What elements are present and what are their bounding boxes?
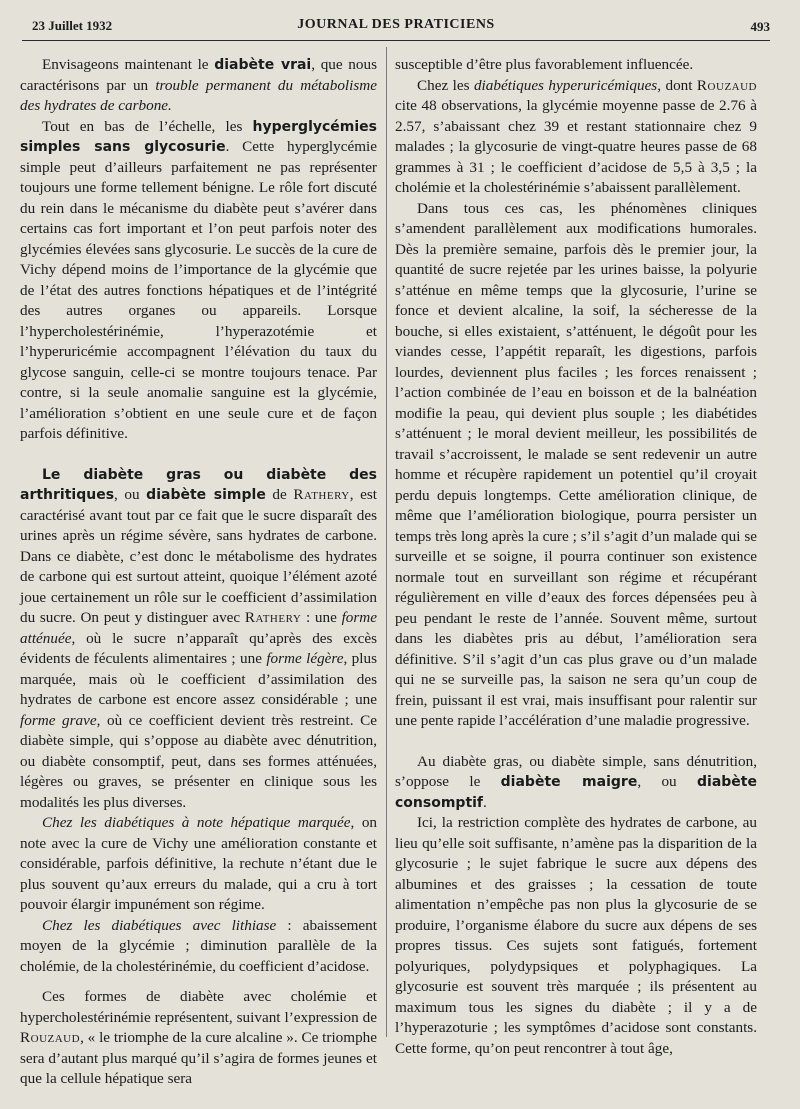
paragraph-continuation: susceptible d’être plus favorablement influencée. xyxy=(395,56,694,73)
header-journal-title: JOURNAL DES PRATICIENS xyxy=(297,17,495,32)
left-column xyxy=(20,55,377,1090)
author-name: Rathery xyxy=(244,609,302,626)
column-divider xyxy=(386,47,387,1037)
paragraph-diabete-vrai: Envisageons maintenant le diabète vrai, que nous caractérisons par un trouble permanent du métabolisme des hydrates de carbone. xyxy=(20,56,377,114)
term-diabete-vrai: diabète vrai xyxy=(214,57,312,73)
author-name: Rouzaud xyxy=(696,76,757,94)
term-diabete-consomptif: diabète consomptif xyxy=(395,774,757,811)
paragraph-diabete-gras: Le diabète gras ou diabète des arthritiques, ou diabète simple de Rathery, est caractérisé avant tout par ce fait que le sucre disparaît des urines après un régime sévère, sans hydrates de carbone. Dans ce diabète, c’est donc le métabolisme des hydrates de carbone qui est surtout atteint, quoique l’élément azoté joue certainement un rôle sur le coefficient d’assimilation du sucre. On peut y distinguer avec Rathery : une forme atténuée, où le sucre n’apparaît qu’après des excès évidents de féculents alimentaires ; une forme légère, plus marquée, mais où le coefficient d’assimilation des hydrates de carbone est encore assez considérable ; une forme grave, où ce coefficient devient très restreint. Ce diabète simple, qui s’oppose au diabète avec dénutrition, ou diabète consomptif, peut, dans ses formes atténuées, légères ou graves, se présenter en clinique sous les modalités les plus diverses. xyxy=(20,466,378,811)
right-column xyxy=(395,55,757,1059)
author-name: Rouzaud xyxy=(20,1029,81,1046)
paragraph-hyperuricemiques: Chez les diabétiques hyperuricémiques, dont Rouzaud cite 48 observations, la glycémie moyenne passe de 2.76 à 2.57, s’abaissant chez 39 et restant stationnaire chez 9 malades ; la glycosurie de vingt-quatre heures passe de 68 grammes à 31 ; le coefficient d’acidose de 5,5 à 3,5 ; la cholémie et la cholestérinémie s’abaissent parallèlement. xyxy=(395,76,757,196)
term-hyperglycemies: hyperglycémies simples sans glycosurie xyxy=(20,118,377,155)
paragraph-restriction: Ici, la restriction complète des hydrates de carbone, au lieu qu’elle soit suffisante, n’amène pas la disparition de la glycosurie ; le sujet fabrique le sucre aux dépens des albumines et des graisses ; la cessation de toute alimentation n’empêche pas non plus la glycosurie de se produire, l’organisme élabore du sucre aux dépens de ses propres tissus. Ces sujets sont fatigués, fortement polyuriques, polydypsiques et polyphagiques. La glycosurie est souvent très marquée ; ils présentent au maximum tous les signes du diabète ; il y a de l’hyperazoturie ; les symptômes d’acidose sont constants. Cette forme, qu’on peut rencontrer à tout âge, xyxy=(395,814,757,1057)
page-header xyxy=(22,14,770,41)
paragraph-lithiase: Chez les diabétiques avec lithiase : abaissement moyen de la glycémie ; diminution parallèle de la cholémie, de la cholestérinémie, du coefficient d’acidose. xyxy=(20,916,377,975)
paragraph-hyperglycemies: Tout en bas de l’échelle, les hyperglycémies simples sans glycosurie. Cette hyperglycémie simple peut d’ailleurs parfaitement ne pas représenter toujours une forme tellement bénigne. Le rôle fort discuté du rein dans le mécanisme du diabète peut s’avérer dans certains cas fort important et l’on peut parfois noter des glycémies élevées sans glycosurie. Le succès de la cure de Vichy dépend moins de l’importance de la glycémie que de l’état des autres fonctions hépatiques et de l’intégrité des autres organes ou appareils. Lorsque l’hypercholestérinémie, l’hyperazotémie et l’hyperuricémie accompagnent l’élévation du taux du glycose sanguin, celle-ci se montre toujours tenace. Par contre, si la seule anomalie sanguine est la glycémie, l’amélioration s’obtient en une seule cure et de façon parfois définitive. xyxy=(20,117,377,442)
term-diabete-maigre: diabète maigre xyxy=(500,774,638,790)
paragraph-cholemie: Ces formes de diabète avec cholémie et hypercholestérinémie représentent, suivant l’expression de Rouzaud, « le triomphe de la cure alcaline ». Ce triomphe sera d’autant plus marqué qu’il s’agira de formes jeunes et que la cellule hépatique sera xyxy=(20,988,377,1087)
header-page-number: 493 xyxy=(750,19,770,34)
paragraph-note-hepatique: Chez les diabétiques à note hépatique marquée, on note avec la cure de Vichy une amélioration constante et considérable, parfois définitive, la rechute n’étant due le plus souvent qu’aux erreurs du malade, qui a cru à tort pouvoir élargir impunément son régime. xyxy=(20,814,378,913)
term-diabete-gras: Le diabète gras ou diabète des arthritiques xyxy=(20,466,377,503)
author-name: Rathery xyxy=(293,486,350,503)
paragraph-diabete-maigre: Au diabète gras, ou diabète simple, sans dénutrition, s’oppose le diabète maigre, ou diabète consomptif. xyxy=(395,752,757,811)
paragraph-phenomenes-cliniques: Dans tous ces cas, les phénomènes cliniques s’amendent parallèlement aux modifications humorales. Dès la première semaine, parfois dès le premier jour, la quantité de sucre rejetée par les urines baisse, la polyurie s’atténue en même temps que la glycosurie, l’urine se fonce et devient alcaline, la soif, la sécheresse de la bouche, si elles existaient, s’atténuent, le dégoût pour les viandes cesse, l’appétit reparaît, les digestions, parfois lourdes, deviennent plus faciles ; les forces renaissent ; l’action combinée de l’eau en boisson et de la balnéation modifie la peau, qui devient plus souple ; les diabétides s’atténuent ; le moral devient meilleur, les possibilités de travail s’accroissent, le malade se sent redevenir un autre homme et récupère rapidement un potentiel qu’il croyait perdu depuis longtemps. Cette amélioration clinique, de même que l’amélioration biologique, pourra persister un temps très long après la cure ; s’il s’agit d’un malade qui se surveille et se soigne, il pourra continuer son existence normale tout en surveillant son régime et récupérant régulièrement en ville d’eaux des forces dépensées peu à peu pendant le reste de l’année. Souvent même, surtout dans les diabètes pris au début, l’amélioration sera définitive. S’il s’agit d’un cas plus grave ou d’un malade qui ne se surveille pas, la saison ne sera qu’un coup de frein, puissant il est vrai, mais insuffisant pour ralentir sur une pente rapide l’accélération d’une maladie progressive. xyxy=(395,199,757,729)
term-diabete-simple: diabète simple xyxy=(146,487,266,503)
header-date: 23 Juillet 1932 xyxy=(32,18,113,33)
